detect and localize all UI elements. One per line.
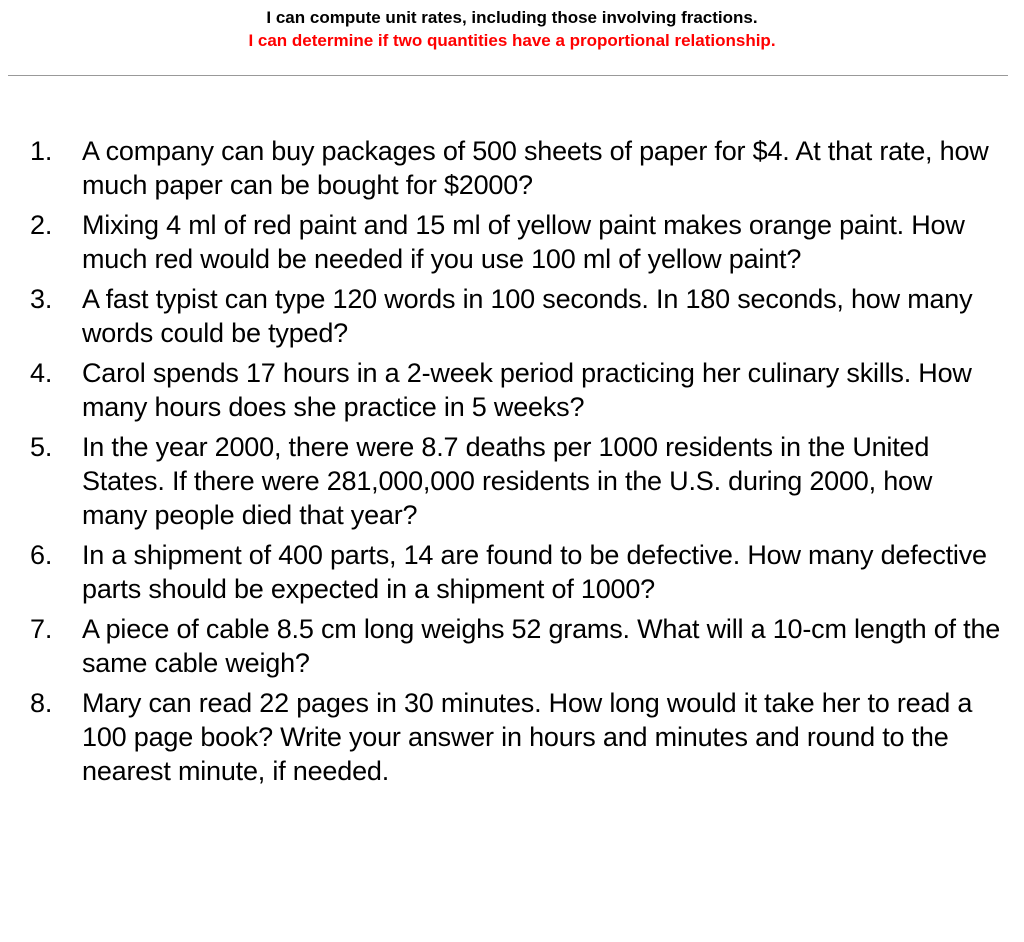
problem-number: 4.	[30, 358, 53, 388]
problem-item	[0, 686, 1024, 788]
problem-number: 3.	[30, 284, 53, 314]
problem-item	[0, 612, 1024, 680]
problem-item	[0, 134, 1024, 202]
problem-item	[0, 208, 1024, 276]
problem-number: 7.	[30, 614, 53, 644]
problem-item	[0, 356, 1024, 424]
header	[0, 6, 1024, 52]
problem-text: Mary can read 22 pages in 30 minutes. How long would it take her to read a 100 page book? Write your answer in hours and minutes and round to the nearest minute, if needed.	[82, 688, 973, 786]
problem-number: 6.	[30, 540, 53, 570]
problem-text: Carol spends 17 hours in a 2-week period practicing her culinary skills. How many hours does she practice in 5 weeks?	[82, 358, 972, 422]
problem-number: 8.	[30, 688, 53, 718]
problem-text: In the year 2000, there were 8.7 deaths per 1000 residents in the United States. If there were 281,000,000 residents in the U.S. during 2000, how many people died that year?	[82, 432, 933, 530]
header-divider	[8, 75, 1008, 76]
problem-number: 2.	[30, 210, 53, 240]
problem-item	[0, 430, 1024, 532]
problem-number: 5.	[30, 432, 53, 462]
problem-text: A fast typist can type 120 words in 100 seconds. In 180 seconds, how many words could be typed?	[82, 284, 973, 348]
problem-item	[0, 282, 1024, 350]
problem-number: 1.	[30, 136, 53, 166]
problem-list	[0, 134, 1024, 794]
problem-text: A piece of cable 8.5 cm long weighs 52 grams. What will a 10-cm length of the same cable weigh?	[82, 614, 1001, 678]
problem-text: Mixing 4 ml of red paint and 15 ml of yellow paint makes orange paint. How much red would be needed if you use 100 ml of yellow paint?	[82, 210, 965, 274]
problem-item	[0, 538, 1024, 606]
problem-text: In a shipment of 400 parts, 14 are found to be defective. How many defective parts should be expected in a shipment of 1000?	[82, 540, 987, 604]
objective-compute-unit-rates: I can compute unit rates, including those involving fractions.	[266, 8, 758, 27]
objective-proportional-relationship: I can determine if two quantities have a proportional relationship.	[248, 31, 776, 50]
problem-text: A company can buy packages of 500 sheets of paper for $4. At that rate, how much paper can be bought for $2000?	[82, 136, 989, 200]
